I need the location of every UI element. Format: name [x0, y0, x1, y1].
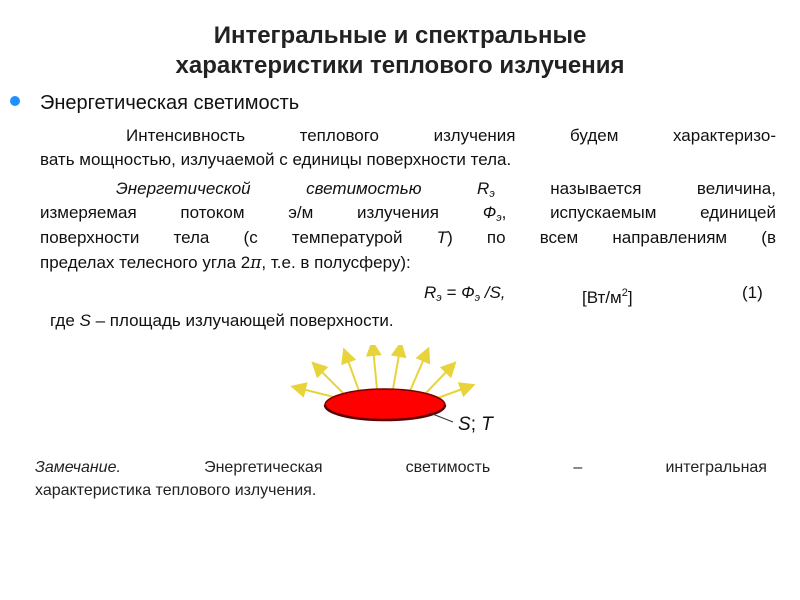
- paragraph-2-line-4: [40, 253, 411, 273]
- label-leader-line: [430, 413, 453, 422]
- symbol-r-subscript: э: [489, 188, 495, 200]
- bullet-heading: Энергетическая светимость: [40, 92, 300, 114]
- figure-label-s: S: [458, 414, 471, 435]
- formula-eq: =: [441, 283, 462, 302]
- paragraph-1-line-2: вать мощностью, излучаемой с единицы поверхности тела.: [40, 150, 512, 169]
- paragraph-2-line-4-b: , т.е. в полусферу):: [261, 253, 411, 272]
- paragraph-2-line-2: [40, 203, 776, 228]
- formula-rhs-tail: /S,: [480, 283, 506, 302]
- paragraph-1-line-1: Интенсивность теплового излучения будем характеризо-: [126, 126, 776, 145]
- arrow-icon: [393, 349, 400, 389]
- paragraph-2-line-3-a: поверхности тела (с температурой: [40, 228, 403, 247]
- bullet-dot-icon: [10, 96, 20, 106]
- arrow-icon: [410, 354, 426, 391]
- formula-rhs: Ф: [461, 283, 475, 302]
- formula-lhs: R: [424, 283, 437, 302]
- symbol-pi: π: [250, 253, 262, 273]
- formula-lhs-subscript: э: [436, 292, 442, 304]
- symbol-r: R: [477, 179, 490, 198]
- remark-line-2: характеристика теплового излучения.: [35, 482, 317, 499]
- arrow-icon: [424, 367, 451, 395]
- where-clause: [50, 311, 394, 331]
- symbol-phi-subscript: э: [496, 212, 502, 224]
- remark-word-3: –: [573, 459, 583, 476]
- paragraph-2-line-3: [40, 228, 776, 248]
- formula-units-open: [Вт/м: [582, 288, 622, 307]
- arrow-icon: [373, 348, 377, 389]
- remark-word-4: интегральная: [665, 459, 767, 476]
- formula-expression: [424, 283, 506, 308]
- remark-line-1: [35, 458, 767, 478]
- formula-units-power: 2: [621, 287, 628, 299]
- figure-label: [458, 414, 493, 436]
- symbol-phi: Ф: [482, 203, 497, 222]
- formula-rhs-subscript: э: [474, 292, 481, 304]
- slide-title-line-2: характеристики теплового излучения: [175, 52, 625, 79]
- paragraph-2-line-2-a: измеряемая потоком э/м излучения: [40, 203, 439, 222]
- arrow-icon: [317, 367, 345, 395]
- radiation-figure: [290, 345, 530, 455]
- figure-label-t: T: [481, 414, 493, 435]
- formula-number: (1): [742, 283, 763, 302]
- paragraph-2-line-4-a: пределах телесного угла 2: [40, 253, 251, 272]
- paragraph-2-line-1: [116, 179, 776, 204]
- where-b: – площадь излучающей поверхности.: [90, 311, 394, 330]
- paragraph-2-line-2-b: , испускаемым единицей: [501, 203, 776, 222]
- where-symbol: S: [79, 311, 91, 330]
- definition-term: Энергетической светимостью: [116, 179, 422, 198]
- formula-units: [582, 283, 633, 308]
- symbol-t: T: [436, 228, 448, 247]
- where-a: где: [50, 311, 80, 330]
- slide-title-line-1: Интегральные и спектральные: [213, 22, 587, 49]
- remark-term: Замечание.: [35, 459, 121, 476]
- remark-word-1: Энергетическая: [204, 459, 323, 476]
- arrow-icon: [298, 388, 338, 398]
- arrow-icon: [346, 355, 359, 391]
- figure-label-sep: ;: [470, 414, 482, 435]
- paragraph-2-line-3-b: ) по всем направлениям (в: [447, 228, 776, 247]
- formula-units-close: ]: [627, 288, 633, 307]
- remark-word-2: светимость: [405, 459, 491, 476]
- paragraph-2-line-1-rest: называется величина,: [550, 179, 776, 198]
